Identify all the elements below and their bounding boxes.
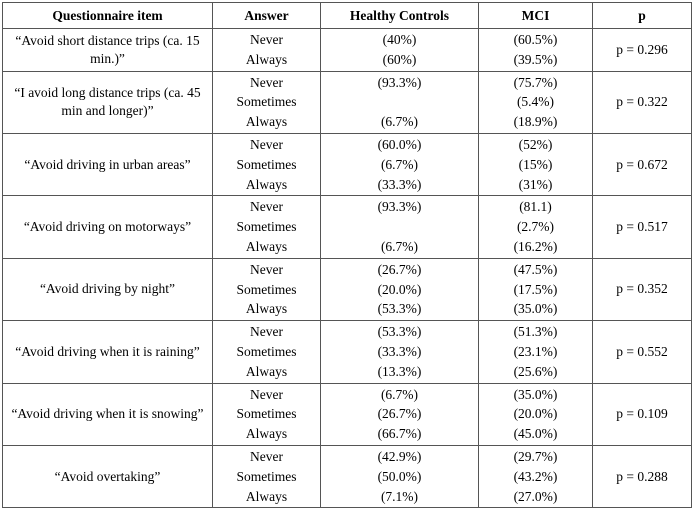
header-answer: Answer xyxy=(213,3,321,29)
mci-value: (35.0%) xyxy=(513,301,558,317)
healthy-controls-value: (60%) xyxy=(382,51,417,67)
healthy-controls-value: (20.0%) xyxy=(377,281,422,297)
healthy-controls-value: (93.3%) xyxy=(377,199,422,215)
answer: Always xyxy=(245,238,288,254)
healthy-controls-value: (6.7%) xyxy=(380,386,419,402)
mci-value: (52%) xyxy=(518,136,553,152)
healthy-controls-value: (40%) xyxy=(382,32,417,47)
answer: Never xyxy=(250,199,283,215)
mci-value: (16.2%) xyxy=(513,238,558,254)
mci-value: (51.3%) xyxy=(513,324,558,340)
answer: Always xyxy=(245,488,288,504)
mci-value: (39.5%) xyxy=(513,51,558,67)
answers-cell xyxy=(213,445,321,507)
mci-value: (20.0%) xyxy=(513,406,558,422)
mci-value: (15%) xyxy=(518,156,553,172)
healthy-controls-value: (26.7%) xyxy=(377,261,422,277)
healthy-cell xyxy=(321,133,479,195)
mci-cell xyxy=(479,321,593,383)
answers-cell xyxy=(213,258,321,320)
answer: Sometimes xyxy=(236,406,297,422)
header-questionnaire-item: Questionnaire item xyxy=(3,3,213,29)
healthy-cell xyxy=(321,445,479,507)
mci-value: (60.5%) xyxy=(513,32,558,47)
table-row xyxy=(3,445,692,507)
healthy-cell xyxy=(321,321,479,383)
p-value: p = 0.296 xyxy=(593,29,692,72)
healthy-controls-value: (26.7%) xyxy=(377,406,422,422)
healthy-controls-value: (7.1%) xyxy=(380,488,419,504)
healthy-controls-value: (53.3%) xyxy=(377,301,422,317)
p-value: p = 0.517 xyxy=(593,196,692,258)
table-row xyxy=(3,29,692,72)
p-value: p = 0.552 xyxy=(593,321,692,383)
healthy-cell xyxy=(321,258,479,320)
healthy-cell xyxy=(321,196,479,258)
mci-cell xyxy=(479,258,593,320)
answer: Sometimes xyxy=(236,156,297,172)
answer: Always xyxy=(245,176,288,192)
mci-value: (2.7%) xyxy=(516,219,555,235)
mci-value: (17.5%) xyxy=(513,281,558,297)
answer: Never xyxy=(250,386,283,402)
answer: Always xyxy=(245,426,288,442)
questionnaire-item: “Avoid driving on motorways” xyxy=(3,196,213,258)
questionnaire-item: “Avoid driving when it is snowing” xyxy=(3,383,213,445)
healthy-controls-value xyxy=(321,217,478,237)
mci-value: (31%) xyxy=(518,176,553,192)
mci-value: (43.2%) xyxy=(513,468,558,484)
answer: Sometimes xyxy=(236,281,297,297)
header-p: p xyxy=(593,3,692,29)
table-row xyxy=(3,71,692,133)
mci-value: (45.0%) xyxy=(513,426,558,442)
mci-cell xyxy=(479,133,593,195)
table-row xyxy=(3,258,692,320)
mci-value: (29.7%) xyxy=(513,448,558,464)
mci-value: (23.1%) xyxy=(513,343,558,359)
questionnaire-item: “Avoid overtaking” xyxy=(3,445,213,507)
mci-cell xyxy=(479,196,593,258)
questionnaire-item: “Avoid driving when it is raining” xyxy=(3,321,213,383)
table-body xyxy=(3,29,692,508)
mci-value: (47.5%) xyxy=(513,261,558,277)
mci-cell xyxy=(479,29,593,72)
p-value: p = 0.109 xyxy=(593,383,692,445)
mci-value: (81.1) xyxy=(519,199,552,215)
mci-value: (18.9%) xyxy=(513,114,558,130)
table-row xyxy=(3,321,692,383)
p-value: p = 0.322 xyxy=(593,71,692,133)
p-value: p = 0.352 xyxy=(593,258,692,320)
answer: Sometimes xyxy=(236,343,297,359)
answer: Always xyxy=(245,51,288,67)
mci-value: (5.4%) xyxy=(516,94,555,110)
table-row xyxy=(3,383,692,445)
p-value: p = 0.288 xyxy=(593,445,692,507)
questionnaire-item: “Avoid driving in urban areas” xyxy=(3,133,213,195)
answer: Sometimes xyxy=(236,219,297,235)
answer: Sometimes xyxy=(236,94,297,110)
mci-value: (25.6%) xyxy=(513,363,558,379)
healthy-cell xyxy=(321,29,479,72)
header-row xyxy=(3,3,692,29)
mci-cell xyxy=(479,445,593,507)
p-value: p = 0.672 xyxy=(593,133,692,195)
answer: Never xyxy=(250,74,283,90)
questionnaire-item: “Avoid short distance trips (ca. 15 min.)” xyxy=(3,29,213,72)
answer: Always xyxy=(245,114,288,130)
healthy-controls-value: (6.7%) xyxy=(380,114,419,130)
questionnaire-table xyxy=(2,2,692,508)
questionnaire-item: “I avoid long distance trips (ca. 45 min and longer)” xyxy=(3,71,213,133)
answers-cell xyxy=(213,133,321,195)
mci-cell xyxy=(479,71,593,133)
healthy-cell xyxy=(321,71,479,133)
table-row xyxy=(3,133,692,195)
healthy-controls-value: (6.7%) xyxy=(380,238,419,254)
answer: Never xyxy=(250,261,283,277)
answer: Never xyxy=(250,32,283,47)
answers-cell xyxy=(213,29,321,72)
questionnaire-item: “Avoid driving by night” xyxy=(3,258,213,320)
answers-cell xyxy=(213,71,321,133)
healthy-controls-value xyxy=(321,92,478,112)
answer: Always xyxy=(245,301,288,317)
mci-value: (27.0%) xyxy=(513,488,558,504)
healthy-controls-value: (6.7%) xyxy=(380,156,419,172)
answers-cell xyxy=(213,321,321,383)
healthy-controls-value: (93.3%) xyxy=(377,74,422,90)
healthy-controls-value: (53.3%) xyxy=(377,324,422,340)
healthy-controls-value: (60.0%) xyxy=(377,136,422,152)
mci-value: (75.7%) xyxy=(513,74,558,90)
mci-value: (35.0%) xyxy=(513,386,558,402)
answer: Sometimes xyxy=(236,468,297,484)
header-mci: MCI xyxy=(479,3,593,29)
answers-cell xyxy=(213,383,321,445)
answer: Never xyxy=(250,448,283,464)
healthy-controls-value: (66.7%) xyxy=(377,426,422,442)
answer: Never xyxy=(250,324,283,340)
answer: Always xyxy=(245,363,288,379)
healthy-controls-value: (33.3%) xyxy=(377,176,422,192)
header-healthy-controls: Healthy Controls xyxy=(321,3,479,29)
answer: Never xyxy=(250,136,283,152)
mci-cell xyxy=(479,383,593,445)
healthy-controls-value: (42.9%) xyxy=(377,448,422,464)
table-row xyxy=(3,196,692,258)
healthy-controls-value: (50.0%) xyxy=(377,468,422,484)
answers-cell xyxy=(213,196,321,258)
healthy-cell xyxy=(321,383,479,445)
healthy-controls-value: (33.3%) xyxy=(377,343,422,359)
healthy-controls-value: (13.3%) xyxy=(377,363,422,379)
